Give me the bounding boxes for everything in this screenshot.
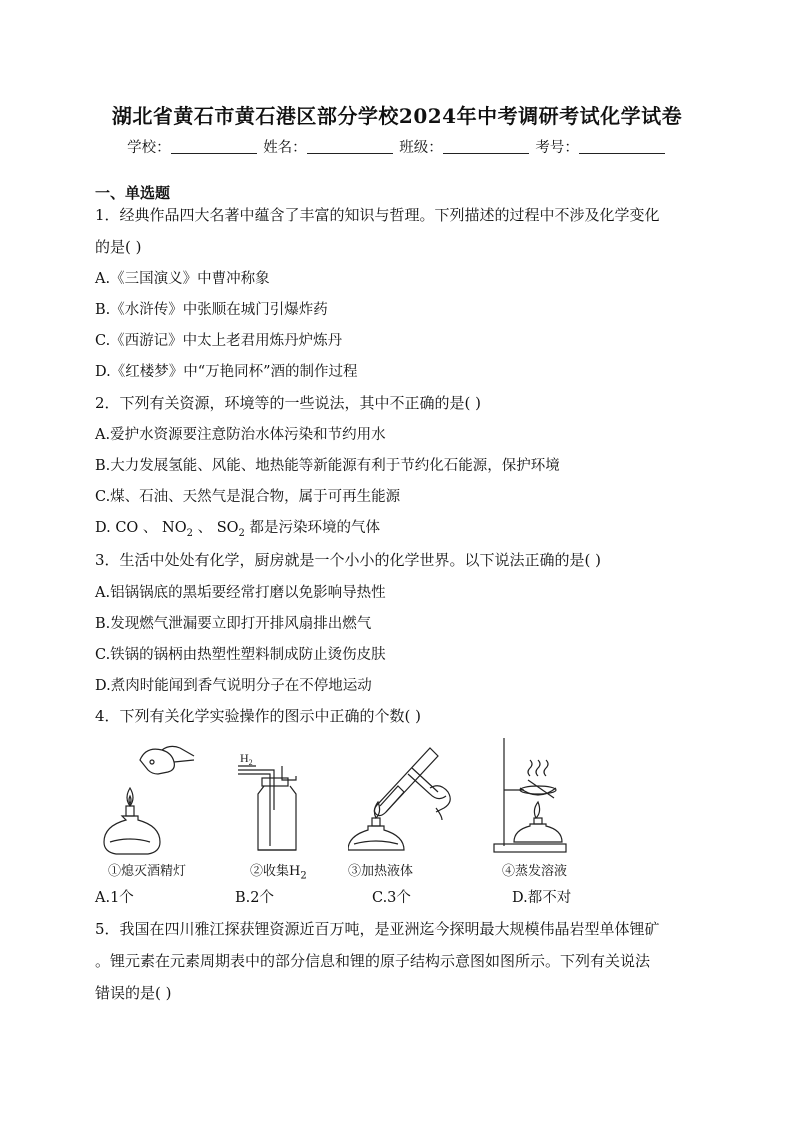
q3-option-b: B.发现燃气泄漏要立即打开排风扇排出燃气 xyxy=(95,616,372,632)
class-blank[interactable] xyxy=(443,141,529,154)
q3-option-c: C.铁锅的锅柄由热塑性塑料制成防止烫伤皮肤 xyxy=(95,647,386,663)
q4-option-a: A.1个 xyxy=(95,890,134,906)
q4-stem: 4．下列有关化学实验操作的图示中正确的个数( ) xyxy=(95,707,422,725)
figure-collect-gas xyxy=(236,748,316,856)
q3-stem: 3．生活中处处有化学，厨房就是一个小小的化学世界。以下说法正确的是( ) xyxy=(95,551,602,569)
section-heading: 一、单选题 xyxy=(95,184,171,202)
q1-option-c: C.《西游记》中太上老君用炼丹炉炼丹 xyxy=(95,333,343,349)
q1-stem-line1: 1．经典作品四大名著中蕴含了丰富的知识与哲理。下列描述的过程中不涉及化学变化 xyxy=(95,206,660,224)
q2-option-d: D. CO 、 $NO_2$ 、 $SO_2$ 都是污染环境的气体 xyxy=(95,520,381,539)
q5-stem-line2: 。锂元素在元素周期表中的部分信息和锂的原子结构示意图如图所示。下列有关说法 xyxy=(95,952,651,970)
number-blank[interactable] xyxy=(579,141,665,154)
q2-stem: 2．下列有关资源，环境等的一些说法，其中不正确的是( ) xyxy=(95,394,482,412)
gas-label: $H_2$ xyxy=(240,751,253,767)
caption-1: ①熄灭酒精灯 xyxy=(108,864,187,879)
caption-3: ③加热液体 xyxy=(348,864,414,879)
school-label: 学校： xyxy=(127,140,171,156)
student-info-line xyxy=(0,136,794,157)
q2-option-a: A.爱护水资源要注意防治水体污染和节约用水 xyxy=(95,427,386,443)
number-label: 考号： xyxy=(535,140,579,156)
q5-stem-line3: 错误的是( ) xyxy=(95,984,172,1002)
q4-option-d: D.都不对 xyxy=(512,890,572,906)
figure-extinguish-lamp xyxy=(100,738,210,856)
name-blank[interactable] xyxy=(307,141,393,154)
caption-2: ②收集$H_2$ xyxy=(250,864,307,882)
exam-title: 湖北省黄石市黄石港区部分学校2024年中考调研考试化学试卷 xyxy=(111,104,683,128)
school-blank[interactable] xyxy=(171,141,257,154)
q1-option-d: D.《红楼梦》中“万艳同杯”酒的制作过程 xyxy=(95,364,358,380)
q1-option-a: A.《三国演义》中曹冲称象 xyxy=(95,271,270,287)
q1-option-b: B.《水浒传》中张顺在城门引爆炸药 xyxy=(95,302,328,318)
q5-stem-line1: 5．我国在四川雅江探获锂资源近百万吨，是亚洲迄今探明最大规模伟晶岩型单体锂矿 xyxy=(95,920,660,938)
q3-option-d: D.煮肉时能闻到香气说明分子在不停地运动 xyxy=(95,678,372,694)
figure-heat-liquid xyxy=(348,738,460,856)
q3-option-a: A.铝锅锅底的黑垢要经常打磨以免影响导热性 xyxy=(95,585,386,601)
q2-option-c: C.煤、石油、天然气是混合物，属于可再生能源 xyxy=(95,489,401,505)
q1-stem-line2: 的是( ) xyxy=(95,238,142,256)
q4-option-c: C.3个 xyxy=(372,890,411,906)
name-label: 姓名： xyxy=(263,140,307,156)
figure-evaporate-solution xyxy=(490,736,570,856)
q2-option-b: B.大力发展氢能、风能、地热能等新能源有利于节约化石能源，保护环境 xyxy=(95,458,560,474)
class-label: 班级： xyxy=(399,140,443,156)
caption-4: ④蒸发溶液 xyxy=(502,864,568,879)
q4-option-b: B.2个 xyxy=(235,890,274,906)
